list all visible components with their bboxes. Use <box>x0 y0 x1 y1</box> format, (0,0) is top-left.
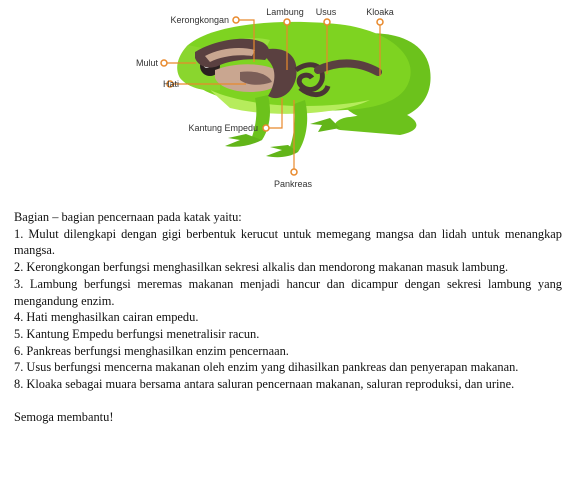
label-usus: Usus <box>315 7 337 17</box>
list-item: 4. Hati menghasilkan cairan empedu. <box>14 310 199 325</box>
label-pankreas: Pankreas <box>273 179 313 189</box>
label-mulut: Mulut <box>135 58 158 68</box>
list-item: 3. Lambung berfungsi meremas makanan menjadi hancur dan dicampur dengan sekresi lambung yang mengandung enzim. <box>14 276 562 308</box>
closing-line: Semoga membantu! <box>14 409 114 424</box>
list-item: 8. Kloaka sebagai muara bersama antara saluran pencernaan makanan, saluran reproduksi, dan urine. <box>14 377 515 392</box>
intro-line: Bagian – bagian pencernaan pada katak yaitu: <box>14 210 242 224</box>
list-item: 2. Kerongkongan berfungsi menghasilkan sekresi alkalis dan mendorong makanan masuk lambung. <box>14 260 509 275</box>
frog-digestive-diagram <box>0 0 586 200</box>
list-item: 7. Usus berfungsi mencerna makanan oleh enzim yang dihasilkan pankreas dan penyerapan makanan. <box>14 360 519 375</box>
list-item: 1. Mulut dilengkapi dengan gigi berbentuk kerucut untuk memegang mangsa dan lidah untuk menangkap mangsa. <box>14 226 562 258</box>
list-item: 6. Pankreas berfungsi menghasilkan enzim pencernaan. <box>14 343 289 358</box>
answer-text <box>14 209 562 425</box>
label-lambung: Lambung <box>266 7 304 17</box>
label-kantung-empedu: Kantung Empedu <box>188 123 258 133</box>
label-kloaka: Kloaka <box>366 7 394 17</box>
list-item: 5. Kantung Empedu berfungsi menetralisir racun. <box>14 326 260 341</box>
label-hati: Hati <box>162 79 179 89</box>
label-kerongkongan: Kerongkongan <box>170 15 229 25</box>
